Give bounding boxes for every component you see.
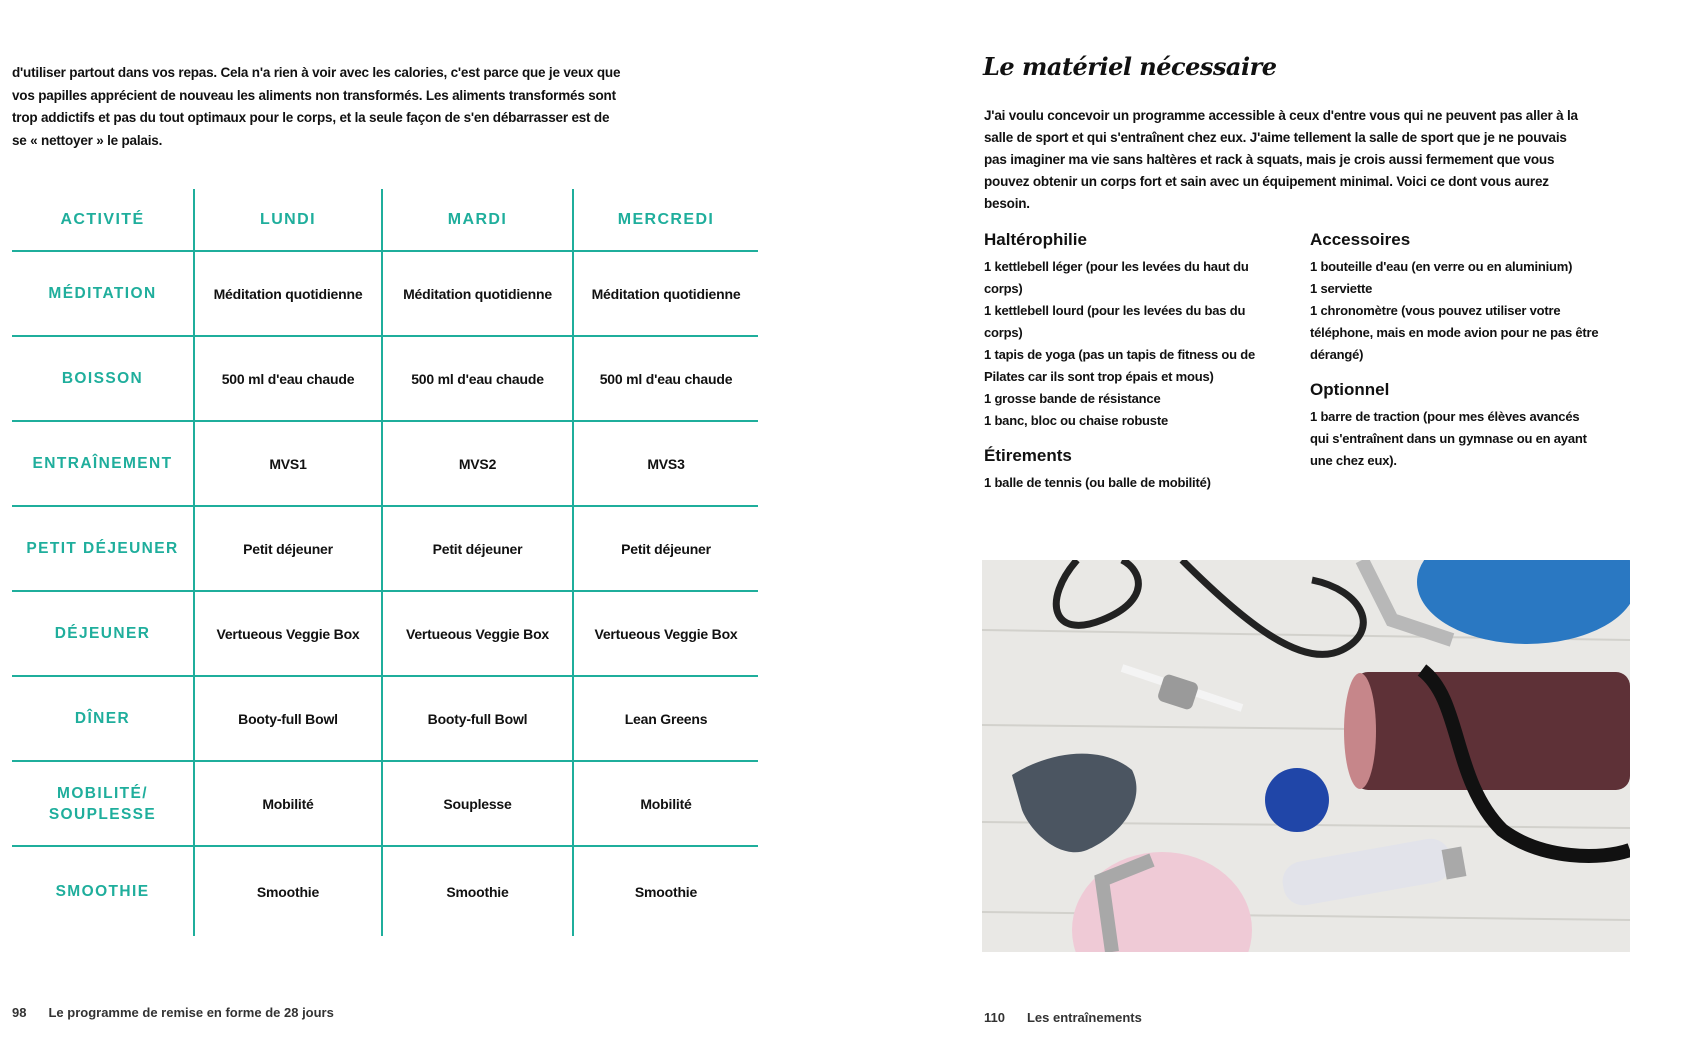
list-item: 1 kettlebell lourd (pour les levées du bas du corps) bbox=[984, 303, 1246, 340]
accessoires-heading: Accessoires bbox=[1310, 230, 1411, 249]
equipment-photo bbox=[982, 560, 1630, 952]
table-cell: Petit déjeuner bbox=[194, 506, 382, 591]
table-cell: 500 ml d'eau chaude bbox=[573, 336, 758, 421]
row-label-dejeuner: DÉJEUNER bbox=[12, 591, 194, 676]
left-page bbox=[0, 0, 840, 1040]
section-title: Le matériel nécessaire bbox=[983, 52, 1277, 81]
table-row bbox=[12, 676, 758, 761]
table-cell: Mobilité bbox=[194, 761, 382, 846]
list-item: 1 serviette bbox=[1310, 281, 1373, 296]
accessoires-list bbox=[1310, 256, 1600, 366]
table-cell: Lean Greens bbox=[573, 676, 758, 761]
table-header-row bbox=[12, 189, 758, 251]
row-label-entrainement: ENTRAÎNEMENT bbox=[12, 421, 194, 506]
intro-paragraph: d'utiliser partout dans vos repas. Cela n'a rien à voir avec les calories, c'est parce que je veux que vos papilles apprécient de nouveau les aliments non transformés. Les aliments transformés sont trop addictifs et pas du tout optimaux pour le corps, et la seule façon de s'en débarrasser est de se « nettoyer » le palais. bbox=[12, 65, 621, 148]
right-page-footer bbox=[984, 1010, 1142, 1025]
yoga-mat-end bbox=[1344, 673, 1376, 789]
optionnel-list bbox=[1310, 406, 1600, 472]
weekly-schedule-table bbox=[12, 189, 758, 936]
row-label-boisson: BOISSON bbox=[12, 336, 194, 421]
table-cell: MVS2 bbox=[382, 421, 573, 506]
left-page-footer bbox=[12, 1005, 334, 1020]
yoga-mat bbox=[1354, 672, 1630, 790]
list-item: 1 grosse bande de résistance bbox=[984, 391, 1161, 406]
header-lundi: LUNDI bbox=[194, 189, 382, 251]
optionnel-heading: Optionnel bbox=[1310, 380, 1390, 399]
header-mardi: MARDI bbox=[382, 189, 573, 251]
mobility-ball bbox=[1265, 768, 1329, 832]
table-cell: Méditation quotidienne bbox=[382, 251, 573, 336]
running-title: Les entraînements bbox=[1026, 1010, 1142, 1025]
equipment-column-right bbox=[1310, 230, 1600, 486]
table-cell: Mobilité bbox=[573, 761, 758, 846]
table-cell: Petit déjeuner bbox=[573, 506, 758, 591]
table-cell: Méditation quotidienne bbox=[194, 251, 382, 336]
halterophilie-heading: Haltérophilie bbox=[984, 230, 1087, 249]
table-cell: Vertueous Veggie Box bbox=[382, 591, 573, 676]
page-number: 110 bbox=[984, 1010, 1005, 1025]
row-label-petit-dejeuner: PETIT DÉJEUNER bbox=[12, 506, 194, 591]
running-title: Le programme de remise en forme de 28 jours bbox=[48, 1005, 334, 1020]
list-item: 1 barre de traction (pour mes élèves avancés qui s'entraînent dans un gymnase ou en ayant une chez eux). bbox=[1310, 409, 1587, 468]
etirements-heading: Étirements bbox=[984, 446, 1072, 465]
header-activite: ACTIVITÉ bbox=[12, 189, 194, 251]
list-item: 1 chronomètre (vous pouvez utiliser votre téléphone, mais en mode avion pour ne pas être dérangé) bbox=[1310, 303, 1599, 362]
table-cell: 500 ml d'eau chaude bbox=[194, 336, 382, 421]
equipment-column-left bbox=[984, 230, 1274, 508]
list-item: 1 kettlebell léger (pour les levées du haut du corps) bbox=[984, 259, 1249, 296]
list-item: 1 bouteille d'eau (en verre ou en aluminium) bbox=[1310, 259, 1573, 274]
etirements-list bbox=[984, 472, 1274, 494]
table-row bbox=[12, 761, 758, 846]
table-cell: Booty-full Bowl bbox=[382, 676, 573, 761]
table-row bbox=[12, 591, 758, 676]
table-row bbox=[12, 251, 758, 336]
table-cell: MVS1 bbox=[194, 421, 382, 506]
table-row bbox=[12, 506, 758, 591]
list-item: 1 banc, bloc ou chaise robuste bbox=[984, 413, 1168, 428]
row-label-mobilite-souplesse: MOBILITÉ/ SOUPLESSE bbox=[12, 761, 194, 846]
table-cell: MVS3 bbox=[573, 421, 758, 506]
table-cell: Méditation quotidienne bbox=[573, 251, 758, 336]
header-mercredi: MERCREDI bbox=[573, 189, 758, 251]
right-page bbox=[840, 0, 1681, 1040]
list-item: 1 tapis de yoga (pas un tapis de fitness ou de Pilates car ils sont trop épais et mous) bbox=[984, 347, 1256, 384]
table-cell: Vertueous Veggie Box bbox=[573, 591, 758, 676]
table-cell: Petit déjeuner bbox=[382, 506, 573, 591]
row-label-meditation: MÉDITATION bbox=[12, 251, 194, 336]
table-cell: Smoothie bbox=[634, 883, 698, 900]
row-label-smoothie: SMOOTHIE bbox=[12, 846, 194, 936]
page-number: 98 bbox=[12, 1005, 27, 1020]
row-label-diner: DÎNER bbox=[12, 676, 194, 761]
list-item: 1 balle de tennis (ou balle de mobilité) bbox=[984, 475, 1211, 490]
halterophilie-list bbox=[984, 256, 1274, 432]
table-cell: Vertueous Veggie Box bbox=[194, 591, 382, 676]
table-row bbox=[12, 336, 758, 421]
table-cell: Booty-full Bowl bbox=[194, 676, 382, 761]
table-cell: Souplesse bbox=[382, 761, 573, 846]
table-row bbox=[12, 846, 758, 936]
table-row bbox=[12, 421, 758, 506]
table-cell: Smoothie bbox=[382, 846, 573, 936]
table-cell: 500 ml d'eau chaude bbox=[382, 336, 573, 421]
table-cell: Smoothie bbox=[194, 846, 382, 936]
lead-paragraph: J'ai voulu concevoir un programme accessible à ceux d'entre vous qui ne peuvent pas aller à la salle de sport et qui s'entraînent chez eux. J'aime tellement la salle de sport que je ne pouvais pas imaginer ma vie sans haltères et rack à squats, mais je crois aussi fermement que vous pouvez obtenir un corps fort et sain avec un équipement minimal. Voici ce dont vous aurez besoin. bbox=[984, 108, 1578, 211]
